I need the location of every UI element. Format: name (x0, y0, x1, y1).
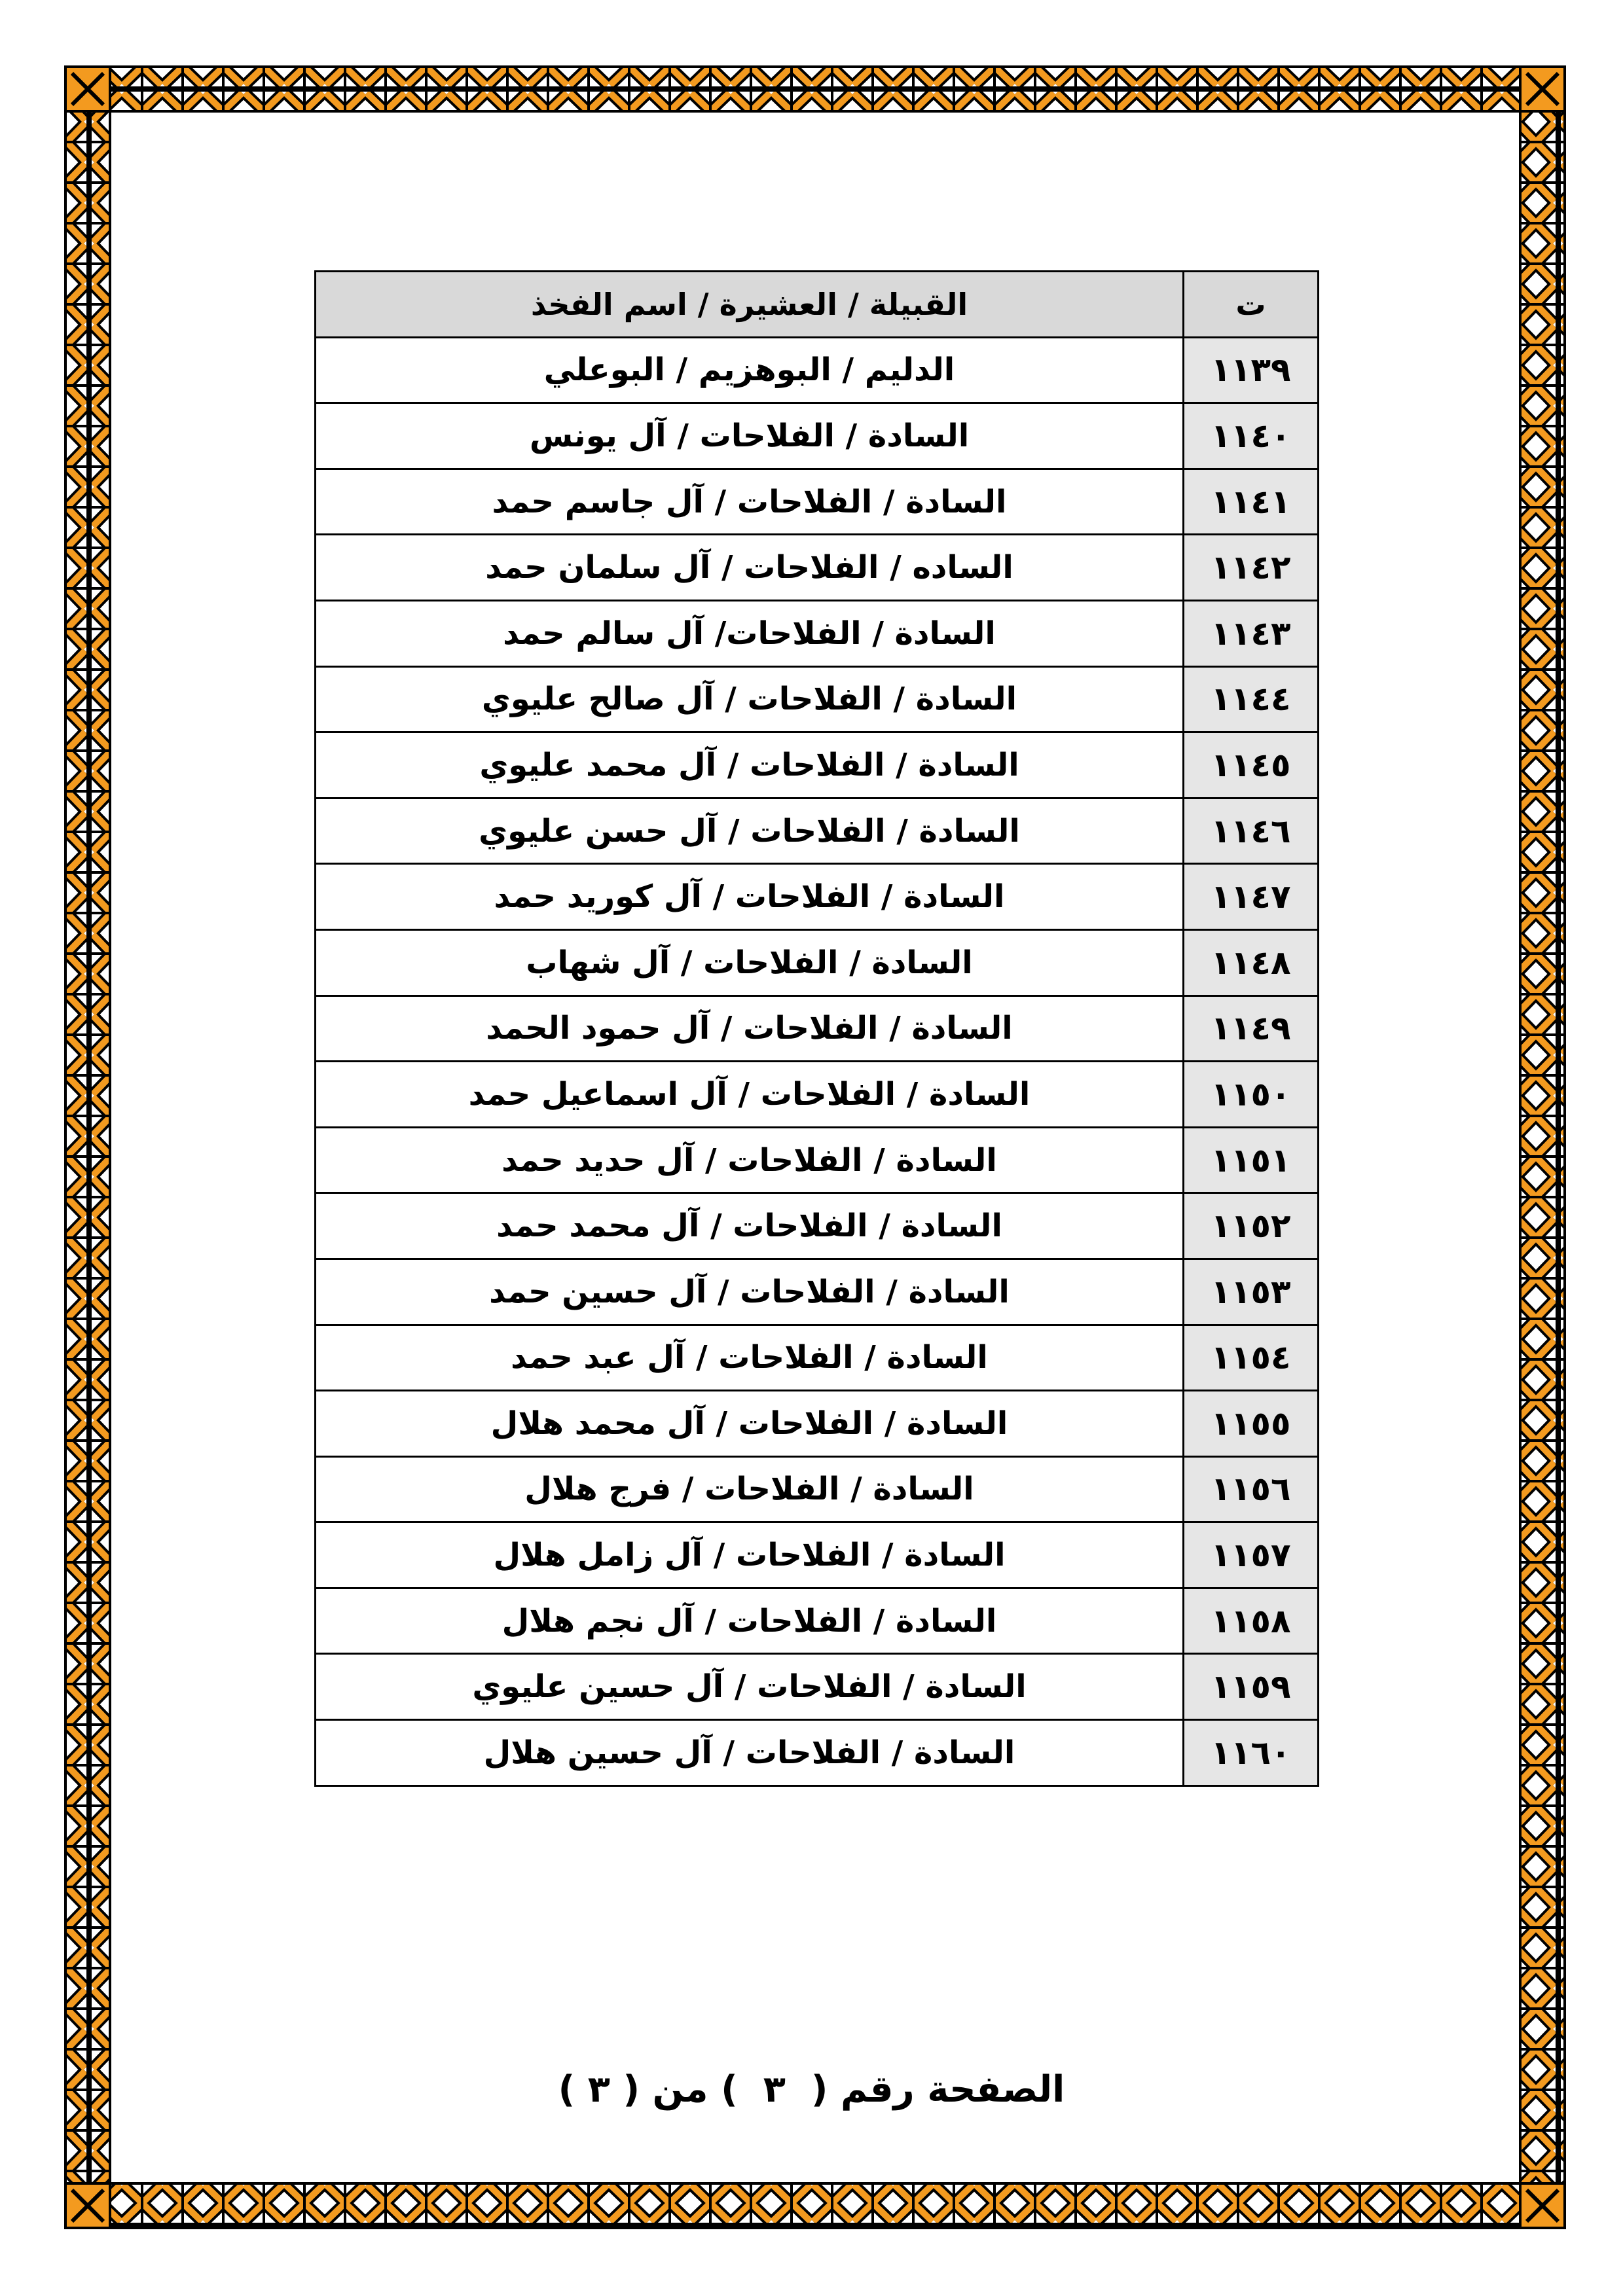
table-row (316, 666, 1319, 732)
row-name: السادة / الفلاحات / آل اسماعيل حمد (316, 1062, 1184, 1128)
table-row (316, 1522, 1319, 1588)
table-row (316, 732, 1319, 798)
row-number: ١١٤٥ (1184, 732, 1319, 798)
row-number: ١١٥٦ (1184, 1456, 1319, 1522)
row-number: ١١٤١ (1184, 469, 1319, 535)
table-row (316, 929, 1319, 996)
row-number: ١١٥٥ (1184, 1391, 1319, 1457)
row-name: السادة / الفلاحات / آل صالح عليوي (316, 666, 1184, 732)
row-name: السادة / الفلاحات / فرج هلال (316, 1456, 1184, 1522)
row-name: السادة / الفلاحات / آل نجم هلال (316, 1588, 1184, 1654)
table-row (316, 1193, 1319, 1259)
row-name: السادة / الفلاحات/ آل سالم حمد (316, 600, 1184, 666)
table-row (316, 1456, 1319, 1522)
row-name: السادة / الفلاحات / آل حسين عليوي (316, 1654, 1184, 1720)
row-number: ١١٥٠ (1184, 1062, 1319, 1128)
page-number-footer: الصفحة رقم ( ٣ ) من ( ٣ ) (558, 2068, 1065, 2111)
row-number: ١١٥٢ (1184, 1193, 1319, 1259)
row-name: السادة / الفلاحات / آل محمد هلال (316, 1391, 1184, 1457)
table-row (316, 996, 1319, 1062)
table-row (316, 798, 1319, 864)
table-row (316, 403, 1319, 469)
row-name: السادة / الفلاحات / آل عبد حمد (316, 1325, 1184, 1391)
row-number: ١١٤٨ (1184, 929, 1319, 996)
header-number: ت (1184, 272, 1319, 338)
row-name: السادة / الفلاحات / آل حسن عليوي (316, 798, 1184, 864)
row-number: ١١٤٢ (1184, 535, 1319, 601)
row-name: السادة / الفلاحات / آل حسين حمد (316, 1259, 1184, 1325)
row-name: السادة / الفلاحات / آل محمد حمد (316, 1193, 1184, 1259)
row-number: ١١٥٣ (1184, 1259, 1319, 1325)
row-name: السادة / الفلاحات / آل حمود الحمد (316, 996, 1184, 1062)
table-row (316, 1720, 1319, 1786)
row-number: ١١٦٠ (1184, 1720, 1319, 1786)
row-name: السادة / الفلاحات / آل زامل هلال (316, 1522, 1184, 1588)
table-row (316, 1127, 1319, 1193)
table-row (316, 864, 1319, 930)
header-name: القبيلة / العشيرة / اسم الفخذ (316, 272, 1184, 338)
table-row (316, 1259, 1319, 1325)
row-name: السادة / الفلاحات / آل جاسم حمد (316, 469, 1184, 535)
row-number: ١١٤٧ (1184, 864, 1319, 930)
table-row (316, 1325, 1319, 1391)
row-number: ١١٥٧ (1184, 1522, 1319, 1588)
table-header-row (316, 272, 1319, 338)
table-row (316, 1654, 1319, 1720)
row-name: الدليم / البوهزيم / البوعلي (316, 337, 1184, 403)
table-row (316, 1588, 1319, 1654)
table-row (316, 600, 1319, 666)
row-number: ١١٤٦ (1184, 798, 1319, 864)
table-row (316, 1062, 1319, 1128)
row-number: ١١٤٣ (1184, 600, 1319, 666)
row-name: السادة / الفلاحات / آل شهاب (316, 929, 1184, 996)
tribe-list-table-container (314, 270, 1317, 1787)
row-number: ١١٥٩ (1184, 1654, 1319, 1720)
row-name: السادة / الفلاحات / آل يونس (316, 403, 1184, 469)
row-number: ١١٣٩ (1184, 337, 1319, 403)
tribe-list-table (314, 270, 1319, 1787)
row-name: الساده / الفلاحات / آل سلمان حمد (316, 535, 1184, 601)
row-number: ١١٤٤ (1184, 666, 1319, 732)
row-name: السادة / الفلاحات / آل كوريد حمد (316, 864, 1184, 930)
table-row (316, 469, 1319, 535)
row-number: ١١٥١ (1184, 1127, 1319, 1193)
table-row (316, 1391, 1319, 1457)
row-number: ١١٥٨ (1184, 1588, 1319, 1654)
row-name: السادة / الفلاحات / آل حسين هلال (316, 1720, 1184, 1786)
row-number: ١١٥٤ (1184, 1325, 1319, 1391)
row-number: ١١٤٩ (1184, 996, 1319, 1062)
row-name: السادة / الفلاحات / آل محمد عليوي (316, 732, 1184, 798)
row-name: السادة / الفلاحات / آل حديد حمد (316, 1127, 1184, 1193)
table-row (316, 535, 1319, 601)
table-row (316, 337, 1319, 403)
row-number: ١١٤٠ (1184, 403, 1319, 469)
